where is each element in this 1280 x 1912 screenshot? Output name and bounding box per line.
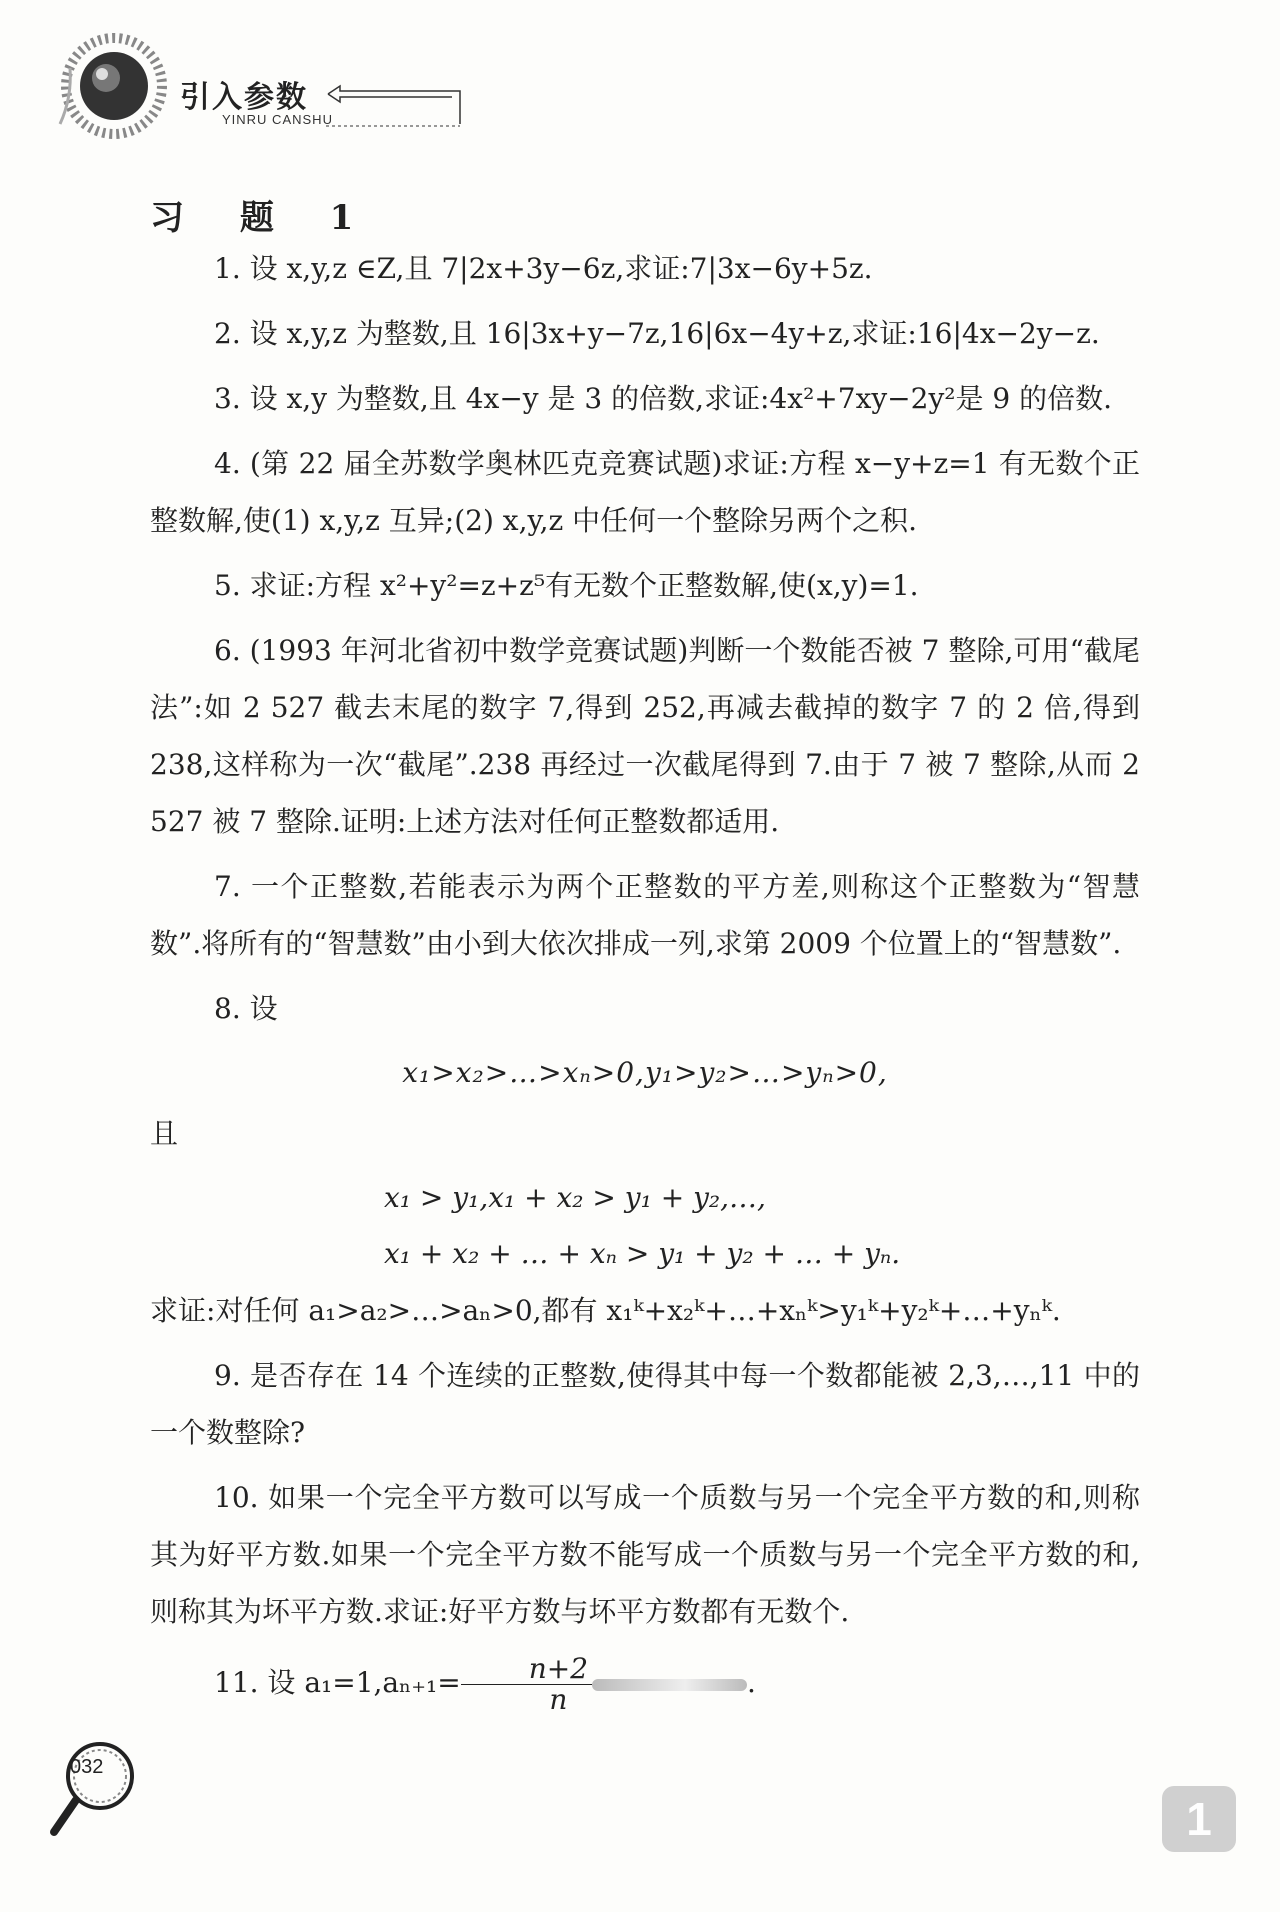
problem-8-and: 且 bbox=[150, 1117, 179, 1150]
problem-11-numerator: n+2 bbox=[461, 1654, 592, 1685]
problem-11-fraction bbox=[461, 1654, 592, 1715]
problem-11 bbox=[150, 1654, 1140, 1715]
problem-2: 2. 设 x,y,z 为整数,且 16|3x+y−7z,16|6x−4y+z,求证:16|4x−2y−z. bbox=[214, 317, 1100, 350]
magnifier-icon bbox=[48, 1738, 148, 1838]
problem-11-suffix: . bbox=[747, 1666, 756, 1699]
header-logo-icon bbox=[52, 28, 172, 146]
problem-11-prefix: 11. 设 a₁=1,aₙ₊₁= bbox=[214, 1666, 461, 1699]
problem-9: 9. 是否存在 14 个连续的正整数,使得其中每一个数都能被 2,3,…,11 中的一个数整除? bbox=[150, 1359, 1140, 1449]
obscured-content bbox=[592, 1679, 747, 1691]
header-subtitle: YINRU CANSHU bbox=[222, 112, 333, 127]
problem-10: 10. 如果一个完全平方数可以写成一个质数与另一个完全平方数的和,则称其为好平方数.如果一个完全平方数不能写成一个质数与另一个完全平方数的和,则称其为坏平方数.求证:好平方数与坏平方数都有无数个. bbox=[150, 1481, 1140, 1628]
problem-8-intro: 8. 设 bbox=[214, 992, 278, 1025]
problem-4: 4. (第 22 届全苏数学奥林匹克竞赛试题)求证:方程 x−y+z=1 有无数个正整数解,使(1) x,y,z 互异;(2) x,y,z 中任何一个整除另两个之积. bbox=[150, 447, 1140, 537]
problem-6: 6. (1993 年河北省初中数学竞赛试题)判断一个数能否被 7 整除,可用“截尾法”:如 2 527 截去末尾的数字 7,得到 252,再减去截掉的数字 7 的 2 倍,得到 238,这样称为一次“截尾”.238 再经过一次截尾得到 7.由于 7 被 7 整除,从而 2 527 被 7 整除.证明:上述方法对任何正整数都适用. bbox=[150, 634, 1140, 838]
problem-3: 3. 设 x,y 为整数,且 4x−y 是 3 的倍数,求证:4x²+7xy−2y²是 9 的倍数. bbox=[214, 382, 1113, 415]
problem-8-equation-3: x₁ + x₂ + … + xₙ > y₁ + y₂ + … + yₙ. bbox=[384, 1237, 901, 1270]
problem-7: 7. 一个正整数,若能表示为两个正整数的平方差,则称这个正整数为“智慧数”.将所有的“智慧数”由小到大依次排成一列,求第 2009 个位置上的“智慧数”. bbox=[150, 870, 1140, 960]
problem-8-equation-2: x₁ > y₁,x₁ + x₂ > y₁ + y₂,…, bbox=[384, 1181, 766, 1214]
watermark-badge: 1 bbox=[1162, 1786, 1236, 1852]
page-number: 032 bbox=[70, 1756, 104, 1778]
problem-11-denominator: n bbox=[549, 1683, 568, 1716]
page-heading: 习 题 1 bbox=[150, 198, 376, 238]
problem-8-equation-1: x₁>x₂>…>xₙ>0,y₁>y₂>…>yₙ>0, bbox=[402, 1056, 888, 1089]
header-arrow-icon bbox=[326, 82, 466, 130]
problem-8-prove: 求证:对任何 a₁>a₂>…>aₙ>0,都有 x₁ᵏ+x₂ᵏ+…+xₙᵏ>y₁ᵏ+y₂ᵏ+…+yₙᵏ. bbox=[150, 1294, 1061, 1327]
header-title: 引入参数 bbox=[180, 80, 308, 115]
exercise-list bbox=[150, 240, 1140, 1723]
problem-5: 5. 求证:方程 x²+y²=z+z⁵有无数个正整数解,使(x,y)=1. bbox=[214, 569, 919, 602]
problem-1: 1. 设 x,y,z ∈Z,且 7|2x+3y−6z,求证:7|3x−6y+5z. bbox=[214, 252, 873, 285]
